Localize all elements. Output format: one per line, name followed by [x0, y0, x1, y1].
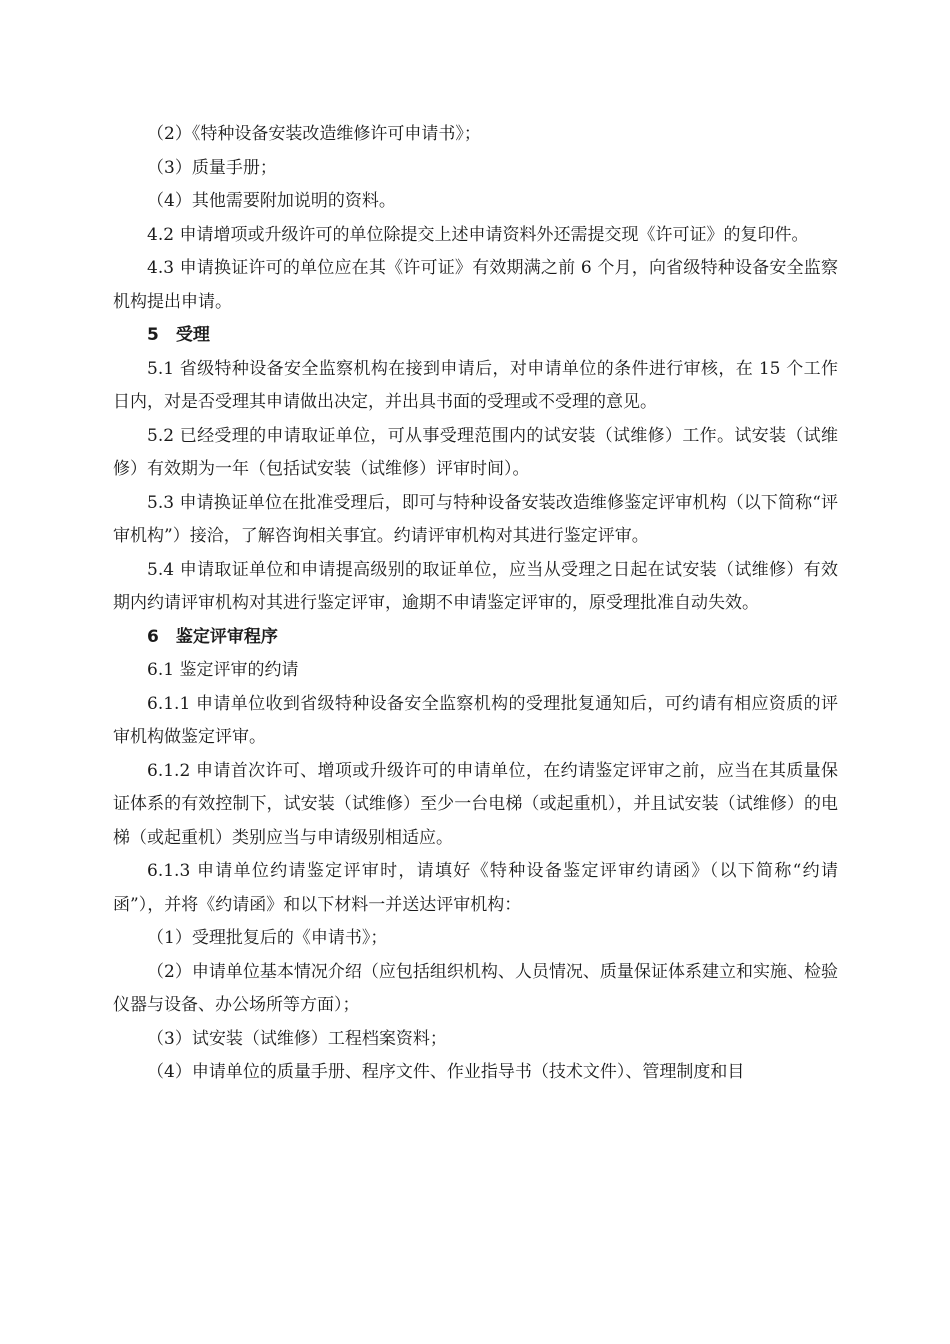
clause-4-2: 4.2 申请增项或升级许可的单位除提交上述申请资料外还需提交现《许可证》的复印件。: [147, 224, 809, 245]
clause-6-1-3: 6.1.3 申请单位约请鉴定评审时，请填好《特种设备鉴定评审约请函》（以下简称“约请函”），并将《约请函》和以下材料一并送达评审机构：: [113, 861, 838, 915]
clause-4-3: 4.3 申请换证许可的单位应在其《许可证》有效期满之前 6 个月，向省级特种设备安全监察机构提出申请。: [113, 258, 838, 312]
clause-6-1-1: 6.1.1 申请单位收到省级特种设备安全监察机构的受理批复通知后，可约请有相应资质的评审机构做鉴定评审。: [113, 693, 838, 747]
list-item-quality-manual: （3）质量手册；: [147, 157, 277, 178]
list-item-application-form: （2）《特种设备安装改造维修许可申请书》；: [147, 124, 481, 144]
list-item-quality-documents: （4）申请单位的质量手册、程序文件、作业指导书（技术文件）、管理制度和目: [147, 1062, 745, 1082]
clause-6-1: 6.1 鉴定评审的约请: [147, 660, 299, 680]
section-heading-5: 5 受理: [147, 325, 210, 345]
list-item-unit-introduction: （2）申请单位基本情况介绍（应包括组织机构、人员情况、质量保证体系建立和实施、检验仪器与设备、办公场所等方面）；: [113, 961, 838, 1015]
section-heading-6: 6 鉴定评审程序: [147, 626, 278, 647]
clause-5-4: 5.4 申请取证单位和申请提高级别的取证单位，应当从受理之日起在试安装（试维修）有效期内约请评审机构对其进行鉴定评审，逾期不申请鉴定评审的，原受理批准自动失效。: [113, 559, 838, 613]
document-body: [113, 118, 838, 1090]
clause-5-1: 5.1 省级特种设备安全监察机构在接到申请后，对申请单位的条件进行审核，在 15 个工作日内，对是否受理其申请做出决定，并出具书面的受理或不受理的意见。: [113, 358, 838, 412]
list-item-project-archives: （3）试安装（试维修）工程档案资料；: [147, 1028, 447, 1049]
clause-5-2: 5.2 已经受理的申请取证单位，可从事受理范围内的试安装（试维修）工作。试安装（试维修）有效期为一年（包括试安装（试维修）评审时间）。: [113, 425, 838, 479]
clause-5-3: 5.3 申请换证单位在批准受理后，即可与特种设备安装改造维修鉴定评审机构（以下简称“评审机构”）接洽，了解咨询相关事宜。约请评审机构对其进行鉴定评审。: [113, 492, 838, 546]
list-item-other-materials: （4）其他需要附加说明的资料。: [147, 191, 396, 211]
clause-6-1-2: 6.1.2 申请首次许可、增项或升级许可的申请单位，在约请鉴定评审之前，应当在其质量保证体系的有效控制下，试安装（试维修）至少一台电梯（或起重机），并且试安装（试维修）的电梯（或起重机）类别应当与申请级别相适应。: [113, 760, 838, 848]
list-item-application-book: （1）受理批复后的《申请书》；: [147, 928, 388, 948]
